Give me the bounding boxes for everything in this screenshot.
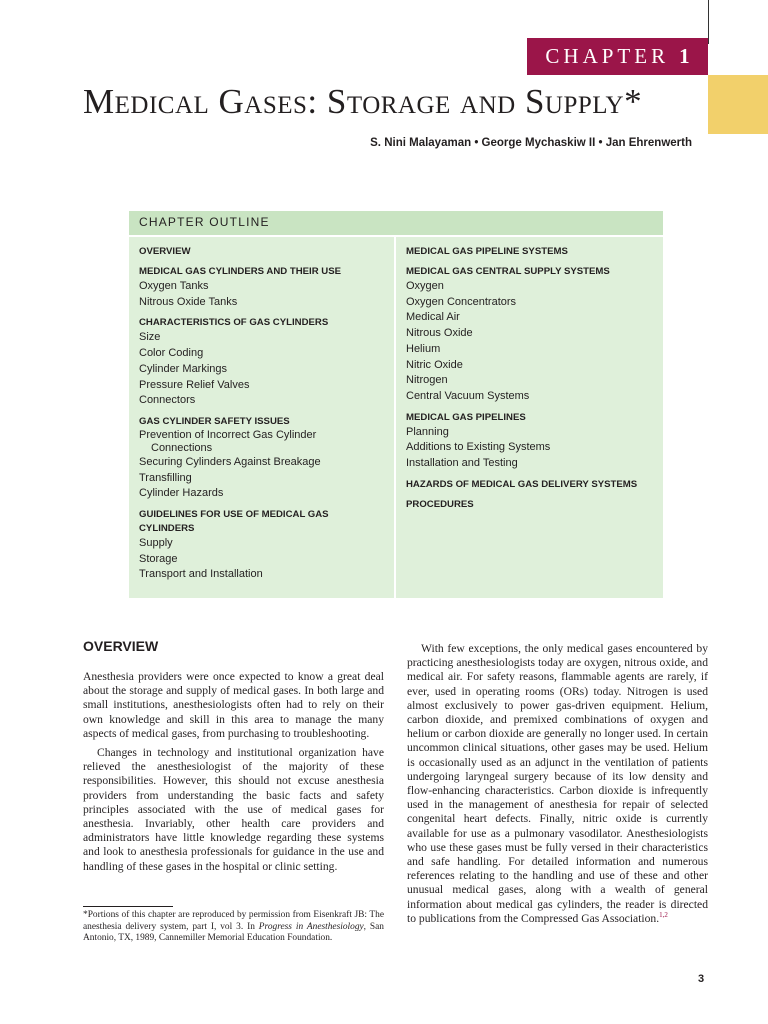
- outline-section-heading: MEDICAL GAS PIPELINE SYSTEMS: [406, 246, 568, 257]
- outline-section-heading: CYLINDERS: [139, 523, 195, 535]
- outline-item: Nitric Oxide: [406, 358, 463, 371]
- outline-right-column: [406, 245, 656, 512]
- outline-item: Oxygen Concentrators: [406, 295, 517, 308]
- decorative-block: [708, 75, 768, 134]
- outline-item: Pressure Relief Valves: [139, 378, 250, 391]
- paragraph-3-text: With few exceptions, the only medical gases encountered by practicing anesthesiologists today are oxygen, nitrous oxide, and medical air. For safety reasons, flammable agents are rarely, if ever, used in operating rooms (ORs) today. Nitrogen is used almost exclusively to power gas-driven equipment. Helium, carbon dioxide, and premixed combinations of oxygen and helium or carbon dioxide are generally no longer used. In certain uncommon clinical situations, other gases may be used. Helium is occasionally used as an adjunct in the ventilation of patients undergoing laryngeal surgery because of its low density and flow-enhancing characteristics. Carbon dioxide is infrequently used in the management of anesthesia for repair of selected congenital heart defects. Finally, nitric oxide is currently available for use as a pulmonary vasodilator. Anesthesiologists who use these gases must be fully versed in their characteristics and safe handling. For detailed information and numerous references relating to the handling and use of these and other unusual medical gases, along with a wealth of general information about medical gas cylinders, the reader is directed to publications from the Compressed Gas Association.: [407, 642, 709, 925]
- outline-item: Helium: [406, 342, 441, 355]
- footnote-rule: [83, 906, 173, 907]
- chapter-number: 1: [679, 44, 690, 68]
- outline-item: Central Vacuum Systems: [406, 389, 530, 402]
- outline-section-heading: GUIDELINES FOR USE OF MEDICAL GAS: [139, 509, 329, 521]
- outline-item: Nitrous Oxide Tanks: [139, 295, 238, 308]
- page-number: 3: [698, 973, 705, 985]
- outline-section-heading: PROCEDURES: [406, 498, 474, 510]
- outline-section-heading: MEDICAL GAS CENTRAL SUPPLY SYSTEMS: [406, 266, 610, 277]
- outline-item: Nitrogen: [406, 374, 448, 387]
- section-heading-overview: OVERVIEW: [83, 638, 159, 654]
- outline-heading: CHAPTER OUTLINE: [139, 215, 270, 229]
- outline-item: Additions to Existing Systems: [406, 441, 551, 454]
- footnote-text-a: *Portions of this chapter are reproduced by permission from Eisenkraft JB: The anesthesia delivery system, part I, vol 3. In: [83, 910, 384, 932]
- outline-header: [129, 211, 663, 235]
- author-line: S. Nini Malayaman • George Mychaskiw II • Jan Ehrenwerth: [370, 137, 692, 149]
- outline-item: Cylinder Hazards: [139, 487, 224, 500]
- outline-divider-horizontal: [129, 235, 663, 237]
- outline-item: Prevention of Incorrect Gas Cylinder: [139, 428, 317, 441]
- outline-item: Transport and Installation: [139, 568, 263, 581]
- outline-item: Transfilling: [139, 471, 192, 484]
- outline-section-heading: CHARACTERISTICS OF GAS CYLINDERS: [139, 317, 329, 329]
- outline-section-heading: MEDICAL GAS CYLINDERS AND THEIR USE: [139, 266, 342, 277]
- outline-item: Color Coding: [139, 347, 204, 360]
- chapter-label: CHAPTER: [545, 44, 670, 68]
- outline-item: Cylinder Markings: [139, 362, 228, 375]
- paragraph-1: Anesthesia providers were once expected to know a great deal about the storage and supply of medical gases. In both large and small institutions, anesthesiologists often had to rely on their own knowledge and skill in this area to manage the many aspects of medical gases, from purchasing to troubleshooting.: [83, 670, 384, 740]
- outline-section-heading: GAS CYLINDER SAFETY ISSUES: [139, 415, 290, 427]
- chapter-tab: [527, 38, 708, 75]
- outline-left-column: [139, 245, 389, 583]
- footnote-italic-title: Progress in Anesthesiology: [258, 921, 364, 932]
- outline-item: Installation and Testing: [406, 457, 518, 470]
- footnote: [83, 910, 384, 945]
- footnote-text-b: , San Antonio, TX, 1989, Cannemiller Memorial Education Foundation.: [83, 921, 384, 944]
- outline-item: Oxygen: [406, 280, 444, 292]
- outline-item: Medical Air: [406, 311, 460, 324]
- outline-item: Securing Cylinders Against Breakage: [139, 455, 321, 468]
- paragraph-2: Changes in technology and institutional organization have relieved the anesthesiologist of the majority of these responsibilities. However, this should not excuse anesthesia providers from understanding the basic facts and safety principles associated with the use of medical gases for anesthesia. Invariably, other health care providers and administrators have little knowledge regarding these systems and look to anesthesia professionals for guidance in the use and handling of these gases in the hospital or clinic setting.: [83, 746, 384, 873]
- paragraph-3: [407, 642, 708, 926]
- outline-section-heading: MEDICAL GAS PIPELINES: [406, 411, 526, 423]
- outline-item: Storage: [139, 552, 178, 565]
- outline-divider-vertical: [394, 235, 396, 598]
- chapter-outline-box: [129, 211, 663, 598]
- outline-item: Connections: [151, 441, 213, 454]
- page-title: Medical Gases: Storage and Supply*: [83, 82, 643, 121]
- corner-rule: [708, 0, 709, 44]
- outline-item: Size: [139, 331, 161, 344]
- reference-superscript[interactable]: 1,2: [659, 911, 668, 919]
- outline-section-heading: HAZARDS OF MEDICAL GAS DELIVERY SYSTEMS: [406, 478, 638, 490]
- outline-item: Connectors: [139, 394, 196, 407]
- outline-item: Nitrous Oxide: [406, 327, 473, 340]
- outline-item: Planning: [406, 425, 449, 438]
- outline-item: Oxygen Tanks: [139, 280, 209, 292]
- outline-section-heading: OVERVIEW: [139, 246, 191, 257]
- outline-item: Supply: [139, 537, 173, 550]
